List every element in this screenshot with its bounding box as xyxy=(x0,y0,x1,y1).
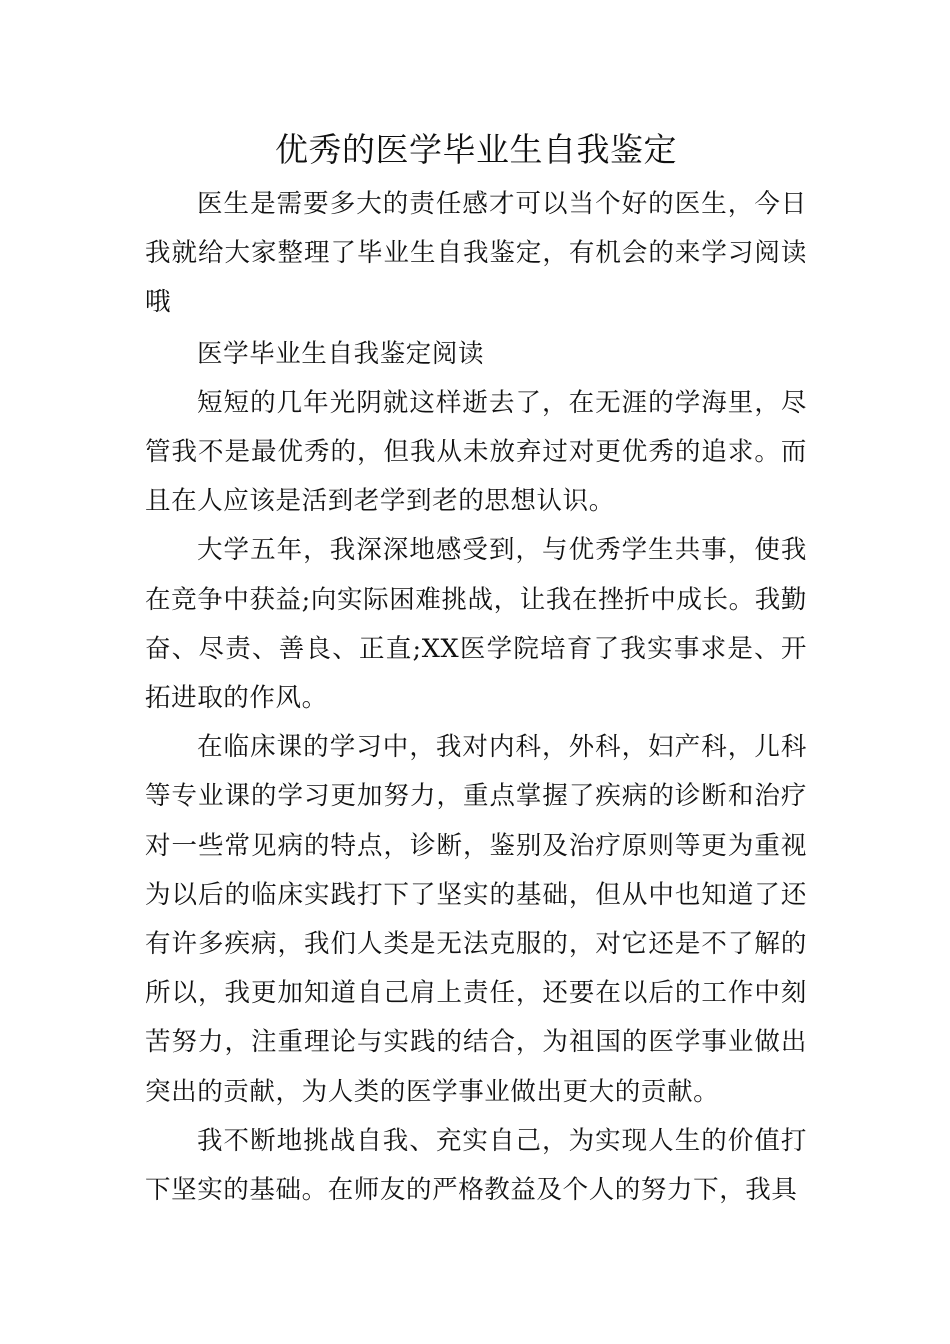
document-body xyxy=(145,120,807,1215)
intro-paragraph: 医生是需要多大的责任感才可以当个好的医生，今日我就给大家整理了毕业生自我鉴定，有机会的来学习阅读哦 xyxy=(145,189,807,318)
section-subheading: 医学毕业生自我鉴定阅读 xyxy=(197,338,485,369)
body-paragraph-2: 大学五年，我深深地感受到，与优秀学生共事，使我在竞争中获益;向实际困难挑战，让我在挫折中成长。我勤奋、尽责、善良、正直;XX医学院培育了我实事求是、开拓进取的作风。 xyxy=(145,535,807,714)
body-paragraph-4: 我不断地挑战自我、充实自己，为实现人生的价值打下坚实的基础。在师友的严格教益及个人的努力下，我具 xyxy=(145,1125,807,1206)
document-title: 优秀的医学毕业生自我鉴定 xyxy=(275,130,677,169)
body-paragraph-3: 在临床课的学习中，我对内科，外科，妇产科，儿科等专业课的学习更加努力，重点掌握了疾病的诊断和治疗对一些常见病的特点，诊断，鉴别及治疗原则等更为重视为以后的临床实践打下了坚实的基础，但从中也知道了还有许多疾病，我们人类是无法克服的，对它还是不了解的所以，我更加知道自己肩上责任，还要在以后的工作中刻苦努力，注重理论与实践的结合，为祖国的医学事业做出突出的贡献，为人类的医学事业做出更大的贡献。 xyxy=(145,732,807,1107)
body-paragraph-1: 短短的几年光阴就这样逝去了，在无涯的学海里，尽管我不是最优秀的，但我从未放弃过对更优秀的追求。而且在人应该是活到老学到老的思想认识。 xyxy=(145,387,807,517)
